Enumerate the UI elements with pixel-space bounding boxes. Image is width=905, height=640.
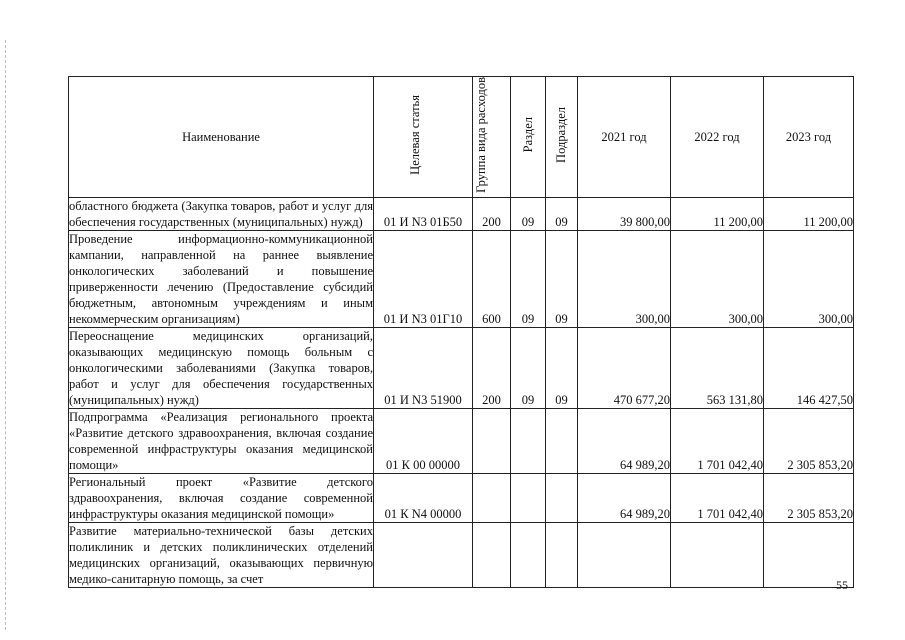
row-target-article: 01 И N3 01Г10 xyxy=(374,230,473,327)
header-expense-group: Группа вида расходов xyxy=(473,77,511,198)
row-target-article xyxy=(374,522,473,587)
row-section xyxy=(511,473,546,522)
table-row xyxy=(69,327,854,408)
row-2021: 64 989,20 xyxy=(578,473,671,522)
row-subsection: 09 xyxy=(546,197,578,230)
row-subsection xyxy=(546,522,578,587)
row-expense-group xyxy=(473,522,511,587)
row-section: 09 xyxy=(511,197,546,230)
row-section: 09 xyxy=(511,230,546,327)
row-subsection: 09 xyxy=(546,327,578,408)
header-2023: 2023 год xyxy=(764,77,854,198)
row-name: Региональный проект «Развитие детского здравоохранения, включая создание современной инфраструктуры оказания медицинской помощи» xyxy=(69,474,373,521)
row-2021: 64 989,20 xyxy=(578,408,671,473)
row-target-article: 01 К 00 00000 xyxy=(374,408,473,473)
row-2022: 1 701 042,40 xyxy=(671,473,764,522)
header-target-article: Целевая статья xyxy=(374,77,473,198)
row-name: областного бюджета (Закупка товаров, работ и услуг для обеспечения государственных (муниципальных) нужд) xyxy=(69,198,373,229)
row-expense-group: 600 xyxy=(473,230,511,327)
row-name: Проведение информационно-коммуникационной кампании, направленной на раннее выявление онкологических заболеваний и повышение приверженности лечению (Предоставление субсидий бюджетным, автономным учреждениям и иным некоммерческим организациям) xyxy=(69,231,373,326)
row-section xyxy=(511,522,546,587)
row-2022 xyxy=(671,522,764,587)
header-2021: 2021 год xyxy=(578,77,671,198)
row-2023: 300,00 xyxy=(764,230,854,327)
row-target-article: 01 К N4 00000 xyxy=(374,473,473,522)
row-2023: 11 200,00 xyxy=(764,197,854,230)
row-2022: 300,00 xyxy=(671,230,764,327)
table-row xyxy=(69,522,854,587)
row-name: Подпрограмма «Реализация регионального проекта «Развитие детского здравоохранения, включая создание современной инфраструктуры оказания медицинской помощи» xyxy=(69,409,373,472)
header-name: Наименование xyxy=(69,77,374,198)
row-subsection xyxy=(546,408,578,473)
row-2023: 2 305 853,20 xyxy=(764,408,854,473)
row-section xyxy=(511,408,546,473)
row-target-article: 01 И N3 51900 xyxy=(374,327,473,408)
row-2022: 1 701 042,40 xyxy=(671,408,764,473)
budget-table xyxy=(68,76,854,588)
row-expense-group: 200 xyxy=(473,327,511,408)
row-2022: 563 131,80 xyxy=(671,327,764,408)
row-target-article: 01 И N3 01Б50 xyxy=(374,197,473,230)
row-2021: 300,00 xyxy=(578,230,671,327)
table-row xyxy=(69,230,854,327)
row-2021 xyxy=(578,522,671,587)
row-expense-group xyxy=(473,408,511,473)
row-section: 09 xyxy=(511,327,546,408)
row-name: Переоснащение медицинских организаций, оказывающих медицинскую помощь больным с онкологическими заболеваниями (Закупка товаров, работ и услуг для обеспечения государственных (муниципальных) нужд) xyxy=(69,328,373,407)
row-subsection: 09 xyxy=(546,230,578,327)
table-row xyxy=(69,408,854,473)
table-row xyxy=(69,473,854,522)
row-expense-group xyxy=(473,473,511,522)
row-expense-group: 200 xyxy=(473,197,511,230)
page-number: 55 xyxy=(836,578,848,592)
header-section: Раздел xyxy=(511,77,546,198)
page-edge-line xyxy=(5,40,6,630)
header-subsection: Подраздел xyxy=(546,77,578,198)
row-name: Развитие материально-технической базы детских поликлиник и детских поликлинических отделений медицинских организаций, оказывающих первичную медико-санитарную помощь, за счет xyxy=(69,523,373,586)
row-2021: 39 800,00 xyxy=(578,197,671,230)
row-2022: 11 200,00 xyxy=(671,197,764,230)
row-2023: 146 427,50 xyxy=(764,327,854,408)
row-2021: 470 677,20 xyxy=(578,327,671,408)
table-row xyxy=(69,197,854,230)
header-2022: 2022 год xyxy=(671,77,764,198)
row-subsection xyxy=(546,473,578,522)
table-header-row xyxy=(69,77,854,198)
row-2023: 2 305 853,20 xyxy=(764,473,854,522)
